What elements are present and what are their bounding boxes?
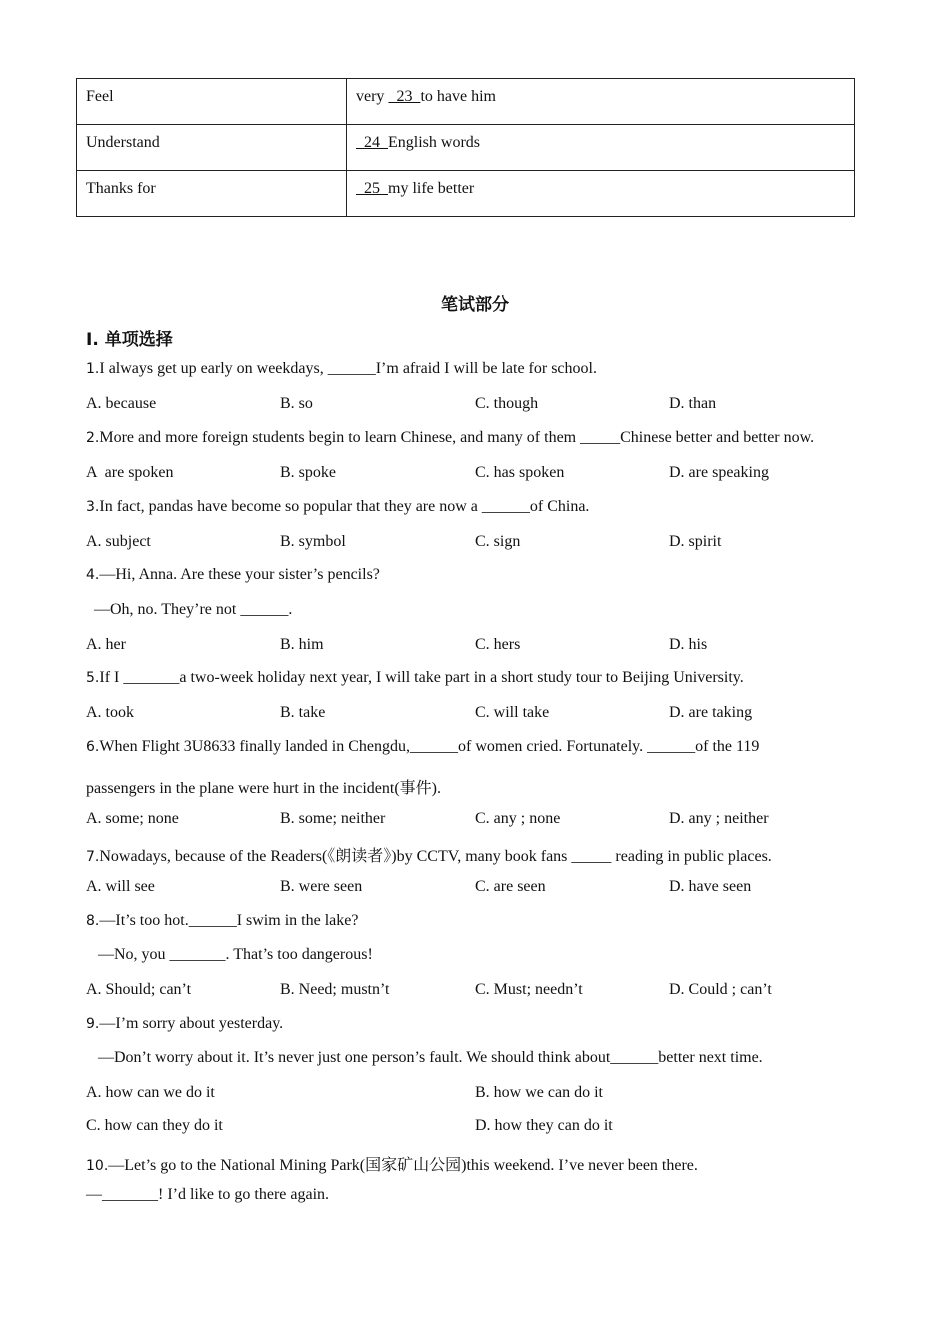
option-d[interactable]: D. Could ; can’t [669,981,772,998]
option-d[interactable]: D. are taking [669,704,753,721]
option-d[interactable]: D. have seen [669,878,752,895]
option-d[interactable]: D. are speaking [669,464,769,481]
options-3 [86,533,866,555]
question-5: 5.If I _______a two-week holiday next year, I will take part in a short study tour to Beijing University. [86,669,744,686]
question-9: 9.—I’m sorry about yesterday. [86,1015,284,1032]
option-c[interactable]: C. though [475,395,539,412]
option-a[interactable]: A. because [86,395,157,412]
question-8-reply: —No, you _______. That’s too dangerous! [98,946,373,963]
options-6 [86,810,866,832]
table-row [77,79,855,125]
option-c[interactable]: C. are seen [475,878,546,895]
option-a[interactable]: A. subject [86,533,151,550]
option-d[interactable]: D. any ; neither [669,810,769,827]
vocab-table [76,78,855,217]
option-a[interactable]: A. her [86,636,126,653]
table-content: very 23 to have him [347,79,855,125]
option-a[interactable]: A are spoken [86,464,174,481]
table-content: 25 my life better [347,171,855,217]
option-c[interactable]: C. has spoken [475,464,565,481]
question-4-reply: —Oh, no. They’re not ______. [94,601,293,618]
option-b[interactable]: B. symbol [280,533,346,550]
table-content: 24 English words [347,125,855,171]
option-b[interactable]: B. him [280,636,324,653]
question-7: 7.Nowadays, because of the Readers(《朗读者》)by CCTV, many book fans _____ reading in public places. [86,848,772,865]
table-label: Understand [77,125,347,171]
options-5 [86,704,866,726]
option-c[interactable]: C. hers [475,636,521,653]
blank-23: 23 [388,88,421,105]
options-9-row-1 [86,1084,866,1106]
option-b[interactable]: B. take [280,704,326,721]
option-d[interactable]: D. his [669,636,708,653]
question-6: 6.When Flight 3U8633 finally landed in Chengdu,______of women cried. Fortunately. ______of the 119 [86,738,760,755]
option-a[interactable]: A. how can we do it [86,1084,215,1101]
blank-24: 24 [356,134,388,151]
option-b[interactable]: B. some; neither [280,810,386,827]
option-a[interactable]: A. some; none [86,810,179,827]
option-b[interactable]: B. so [280,395,313,412]
question-1: 1.I always get up early on weekdays, ______I’m afraid I will be late for school. [86,360,597,377]
option-c[interactable]: C. will take [475,704,550,721]
option-a[interactable]: A. took [86,704,134,721]
options-8 [86,981,866,1003]
page-title: 笔试部分 [441,295,509,315]
option-c[interactable]: C. sign [475,533,521,550]
option-d[interactable]: D. how they can do it [475,1117,613,1134]
table-label: Thanks for [77,171,347,217]
options-9-row-2 [86,1117,866,1139]
option-a[interactable]: A. Should; can’t [86,981,192,998]
option-b[interactable]: B. spoke [280,464,336,481]
option-a[interactable]: A. will see [86,878,155,895]
options-4 [86,636,866,658]
option-c[interactable]: C. Must; needn’t [475,981,583,998]
table-label: Feel [77,79,347,125]
option-d[interactable]: D. than [669,395,717,412]
table-row [77,171,855,217]
option-b[interactable]: B. how we can do it [475,1084,603,1101]
question-10-reply: —_______! I’d like to go there again. [86,1186,330,1203]
question-6-continued: passengers in the plane were hurt in the incident(事件). [86,780,442,797]
option-c[interactable]: C. how can they do it [86,1117,223,1134]
blank-25: 25 [356,180,388,197]
question-10: 10.—Let’s go to the National Mining Park(国家矿山公园)this weekend. I’ve never been there. [86,1157,698,1174]
question-9-reply: —Don’t worry about it. It’s never just one person’s fault. We should think about______better next time. [98,1049,763,1066]
option-c[interactable]: C. any ; none [475,810,561,827]
question-3: 3.In fact, pandas have become so popular that they are now a ______of China. [86,498,590,515]
question-4: 4.—Hi, Anna. Are these your sister’s pencils? [86,566,380,583]
option-b[interactable]: B. Need; mustn’t [280,981,390,998]
options-2 [86,464,866,486]
options-7 [86,878,866,900]
option-b[interactable]: B. were seen [280,878,363,895]
question-8: 8.—It’s too hot.______I swim in the lake? [86,912,359,929]
options-1 [86,395,866,417]
section-heading: I. 单项选择 [86,330,173,350]
question-2: 2.More and more foreign students begin to learn Chinese, and many of them _____Chinese better and better now. [86,429,815,446]
table-row [77,125,855,171]
option-d[interactable]: D. spirit [669,533,722,550]
